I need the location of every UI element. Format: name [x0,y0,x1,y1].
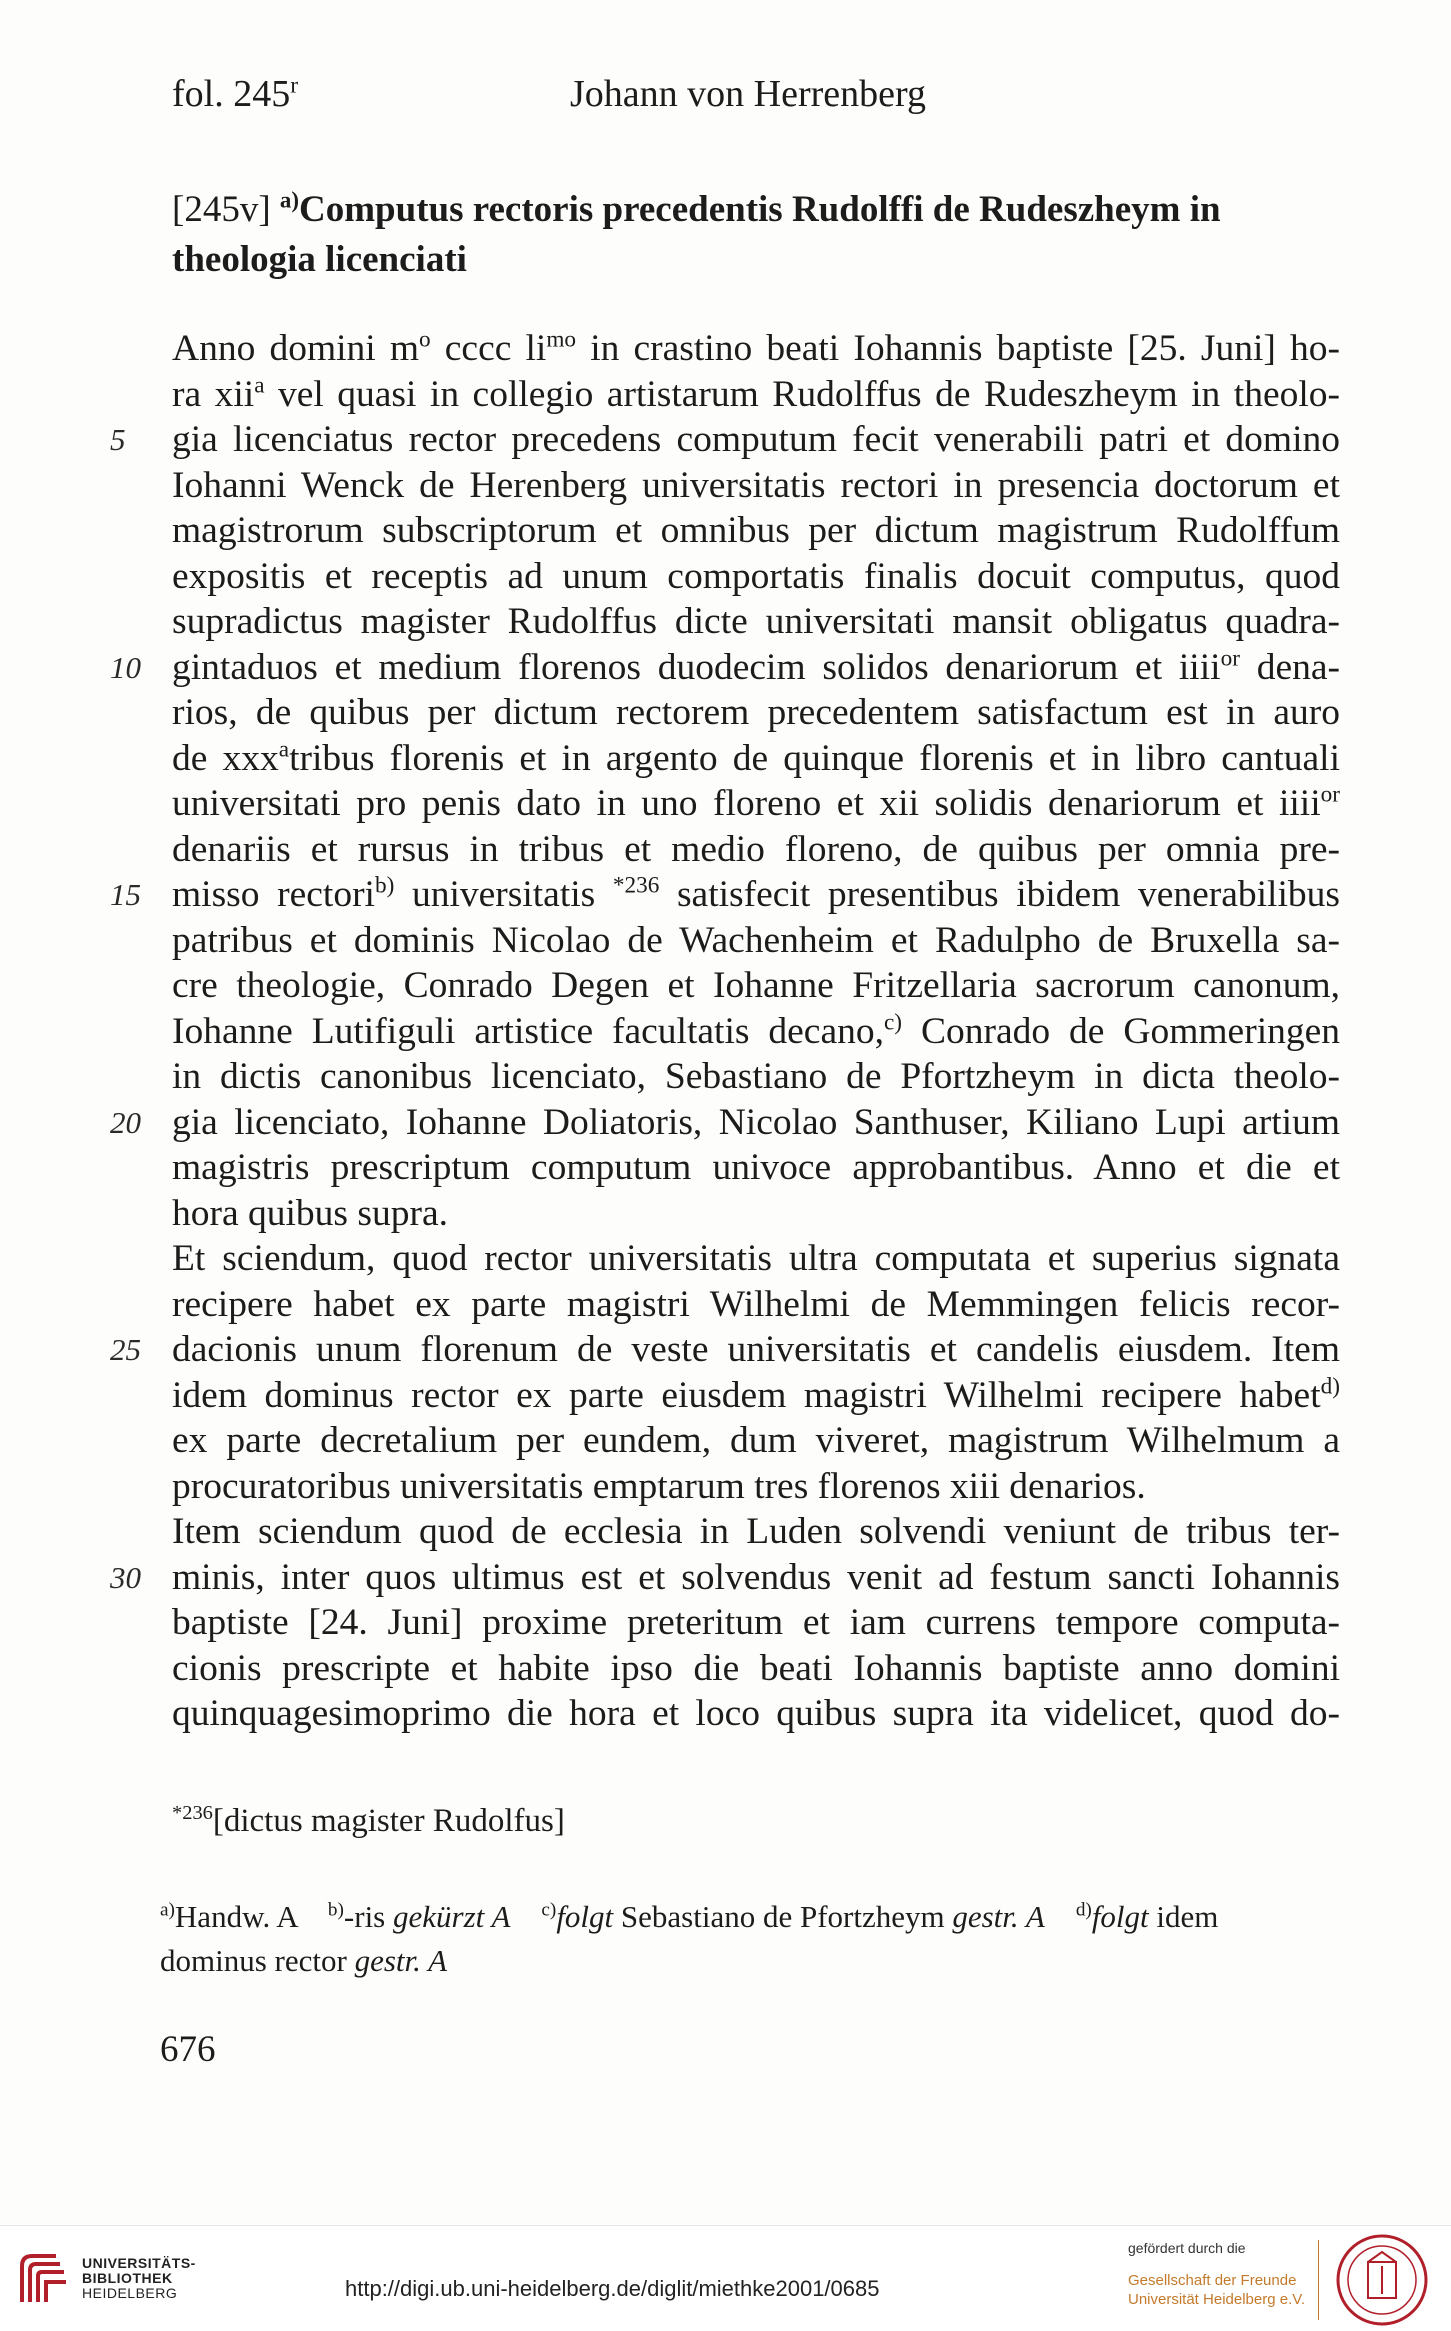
line-number: 20 [110,1104,141,1140]
text-line: Anno domini $m^o$ cccc $li^{mo}$ in crastino beati Iohannis baptiste [25. Juni] ho- [172,326,1340,369]
text-line: procuratoribus universitatis emptarum tres florenos xiii denarios. [172,1465,1146,1507]
text-line: magistrorum subscriptorum et omnibus per dictum magistrum Rudolffum [172,510,1340,551]
viewer-footer [0,2225,1451,2331]
main-text [110,326,1341,1737]
sponsor-name[interactable]: Gesellschaft der Freunde Universität Heidelberg e.V. [1128,2272,1306,2308]
text-line: hora quibus supra. [172,1192,448,1234]
line-number: 5 [110,422,126,457]
apparatus-line-1: $^{a)}$Handw. A $^{b)}$-ris gekürzt A $^{c)}$folgt Sebastiano de Pfortzheym gestr. A $^{d)}$folgt idem [160,1899,1219,1934]
text-line: in dictis canonibus licenciato, Sebastiano de Pfortzheym in dicta theolo- [172,1056,1340,1097]
running-title: Johann von Herrenberg [570,73,926,115]
text-line: 10 gintaduos et medium florenos duodecim solidos denariorum et iiii$^{or}$ dena- [172,645,1340,691]
text-line: cre theologie, Conrado Degen et Iohanne Fritzellaria sacrorum canonum, [172,965,1340,1006]
university-seal-icon[interactable] [1334,2232,1430,2328]
text-line: Iohanni Wenck de Herenberg universitatis rectori in presencia doctorum et [172,464,1340,506]
text-line: ex parte decretalium per eundem, dum viveret, magistrum Wilhelmum a [172,1420,1340,1461]
text-line: Iohanne Lutifiguli artistice facultatis decano,$^{c)}$ Conrado de Gommeringen [172,1009,1341,1052]
line-number: 10 [110,649,141,685]
line-number: 30 [110,1559,141,1595]
text-line: recipere habet ex parte magistri Wilhelmi de Memmingen felicis recor- [172,1283,1340,1325]
text-line: 20 gia licenciato, Iohanne Doliatoris, Nicolao Santhuser, Kiliano Lupi artium [172,1100,1340,1146]
text-line: 5 gia licenciatus rector precedens computum fecit venerabili patri et domino [172,417,1340,463]
page-number: 676 [160,2029,216,2070]
text-line: baptiste [24. Juni] proxime preteritum et iam currens tempore computa- [172,1602,1340,1643]
title-line-2: theologia licenciati [172,239,467,280]
text-line: idem dominus rector ex parte eiusdem magistri Wilhelmi recipere habet$^{d)}$ [172,1373,1340,1416]
text-line: quinquagesimoprimo die hora et loco quibus supra ita videlicet, quod do- [172,1693,1340,1734]
apparatus-line-2: dominus rector gestr. A [160,1943,448,1978]
text-line: denariis et rursus in tribus et medio floreno, de quibus per omnia pre- [172,828,1340,870]
folio-header: fol. 245$^r$ [172,72,299,115]
library-logo-icon[interactable] [16,2248,72,2308]
title-line-1: Computus rectoris precedentis Rudolffi de Rudeszheym in [299,189,1221,230]
text-line: 15 misso rectori$^{b)}$ universitatis $^{*236}$ satisfecit presentibus ibidem venerabilibus [172,872,1340,918]
sponsor-label: gefördert durch die [1128,2240,1246,2256]
text-line: magistris prescriptum computum univoce approbantibus. Anno et die et [172,1147,1340,1188]
text-line: 25 dacionis unum florenum de veste universitatis et candelis eiusdem. Item [172,1327,1340,1373]
line-number: 25 [110,1332,141,1367]
footer-divider [1318,2240,1319,2320]
folio-reference: [245v] [172,189,271,230]
text-line: Item sciendum quod de ecclesia in Luden solvendi veniunt de tribus ter- [172,1511,1340,1552]
critical-apparatus [160,1895,1340,1983]
star-note: $^{*236}$[dictus magister Rudolfus] [172,1802,565,1839]
text-line: 30 minis, inter quos ultimus est et solvendus venit ad festum sancti Iohannis [172,1555,1340,1601]
text-line: ra xii$^a$ vel quasi in collegio artistarum Rudolffus de Rudeszheym in theolo- [172,372,1340,415]
text-line: de xxx$^a$tribus florenis et in argento de quinque florenis et in libro cantuali [172,736,1340,779]
permalink-url[interactable]: http://digi.ub.uni-heidelberg.de/diglit/miethke2001/0685 [345,2276,880,2301]
text-line: cionis prescripte et habite ipso die beati Iohannis baptiste anno domini [172,1647,1340,1689]
section-title [172,185,1352,285]
text-line: patribus et dominis Nicolao de Wachenheim et Radulpho de Bruxella sa- [172,919,1340,961]
title-note-mark: a) [279,187,300,213]
text-line: rios, de quibus per dictum rectorem precedentem satisfactum est in auro [172,692,1340,733]
text-line: Et sciendum, quod rector universitatis ultra computata et superius signata [172,1238,1340,1279]
text-line: expositis et receptis ad unum comportatis finalis docuit computus, quod [172,555,1340,597]
library-name: UNIVERSITÄTS- BIBLIOTHEK HEIDELBERG [82,2255,196,2301]
line-number: 15 [110,877,141,912]
text-line: universitati pro penis dato in uno floreno et xii solidis denariorum et iiii$^{or}$ [172,781,1340,824]
text-line: supradictus magister Rudolffus dicte universitati mansit obligatus quadra- [172,601,1340,642]
